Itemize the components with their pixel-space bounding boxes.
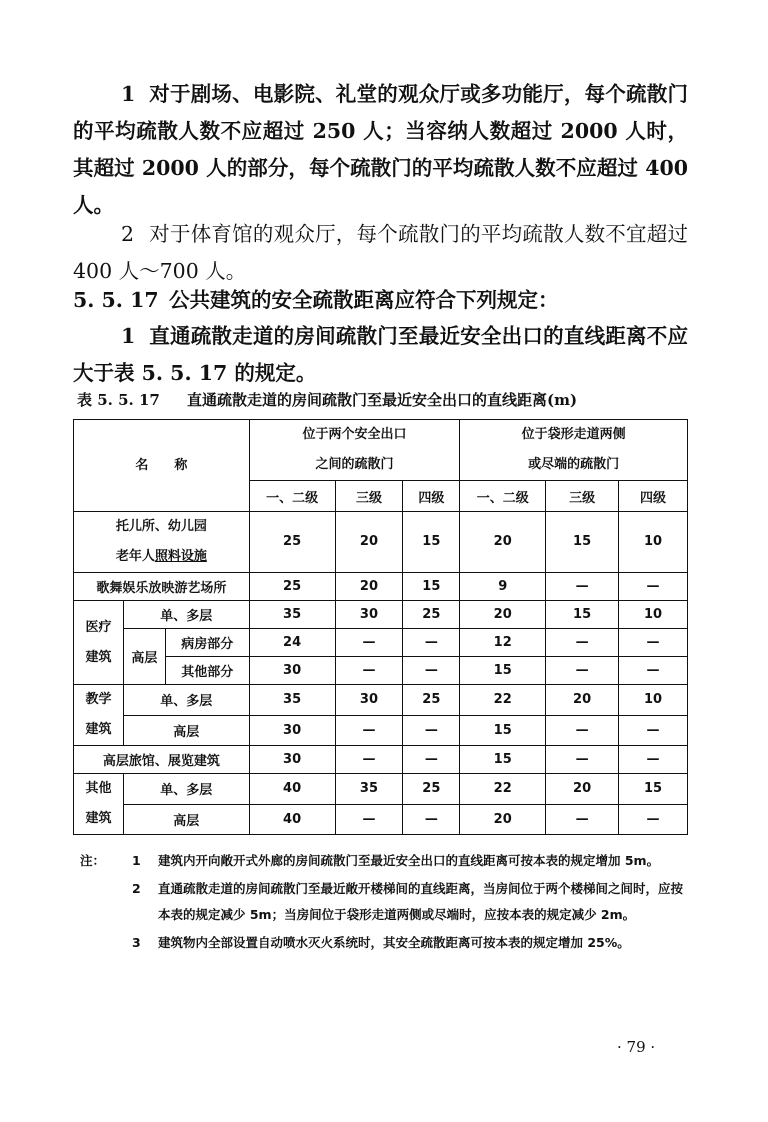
value-cell: 9 <box>460 573 546 601</box>
grade-header: 四级 <box>403 481 460 512</box>
row-label-hotel: 高层旅馆、展览建筑 <box>74 746 250 774</box>
clause-number: 5. 5. 17 <box>73 288 159 312</box>
value-cell: — <box>335 629 403 657</box>
value-cell: 22 <box>460 685 546 716</box>
value-cell: 30 <box>335 685 403 716</box>
value-cell: — <box>403 715 460 746</box>
value-cell: 10 <box>619 601 688 629</box>
row-label-other-part: 其他部分 <box>165 657 249 685</box>
paragraph-text: 对于体育馆的观众厅，每个疏散门的平均疏散人数不宜超过 400 人～700 人。 <box>73 222 688 283</box>
row-label-single-multi: 单、多层 <box>123 685 249 716</box>
value-cell: 25 <box>249 512 335 573</box>
table-row <box>74 715 688 746</box>
grade-header: 三级 <box>546 481 619 512</box>
value-cell: — <box>619 657 688 685</box>
value-cell: 35 <box>249 685 335 716</box>
value-cell: — <box>619 804 688 835</box>
header-group-dead-end <box>460 420 688 481</box>
category-line1: 其他 <box>85 781 112 796</box>
value-cell: 20 <box>460 512 546 573</box>
value-cell: — <box>546 715 619 746</box>
table-header-row <box>74 420 688 481</box>
grade-header: 一、二级 <box>249 481 335 512</box>
row-label-part: 老年人 <box>115 549 155 564</box>
value-cell: 20 <box>460 804 546 835</box>
table-row <box>74 804 688 835</box>
value-cell: — <box>619 629 688 657</box>
item-number: 2 <box>121 222 135 246</box>
value-cell: — <box>619 715 688 746</box>
paragraph-theater-evacuation <box>73 76 688 224</box>
value-cell: 20 <box>546 774 619 805</box>
value-cell: 30 <box>249 746 335 774</box>
value-cell: — <box>546 746 619 774</box>
category-other <box>74 774 124 835</box>
paragraph-gymnasium-evacuation <box>73 216 688 290</box>
category-line2: 建筑 <box>85 811 112 826</box>
paragraph-text: 直通疏散走道的房间疏散门至最近安全出口的直线距离不应大于表 5. 5. 17 的规定。 <box>73 324 688 385</box>
row-label-highrise: 高层 <box>123 629 165 685</box>
row-label-single-multi: 单、多层 <box>123 774 249 805</box>
table-row <box>74 601 688 629</box>
value-cell: 24 <box>249 629 335 657</box>
value-cell: 10 <box>619 512 688 573</box>
value-cell: — <box>546 573 619 601</box>
header-group1-line1: 位于两个安全出口 <box>302 427 407 442</box>
item-number: 1 <box>121 324 136 348</box>
grade-header: 四级 <box>619 481 688 512</box>
clause-heading <box>73 282 688 319</box>
value-cell: 15 <box>460 715 546 746</box>
table-notes <box>80 848 688 956</box>
row-label-underlined: 照料设施 <box>154 549 207 564</box>
value-cell: 25 <box>403 685 460 716</box>
table-row <box>74 774 688 805</box>
note-number: 3 <box>132 935 141 950</box>
value-cell: 15 <box>619 774 688 805</box>
value-cell: 25 <box>403 774 460 805</box>
value-cell: — <box>403 804 460 835</box>
value-cell: — <box>619 746 688 774</box>
item-number: 1 <box>121 82 136 106</box>
row-label-entertainment: 歌舞娱乐放映游艺场所 <box>74 573 250 601</box>
value-cell: 10 <box>619 685 688 716</box>
note-text: 直通疏散走道的房间疏散门至最近敞开楼梯间的直线距离，当房间位于两个楼梯间之间时，应按本表的规定减少 5m；当房间位于袋形走道两侧或尽端时，应按本表的规定减少 2m。 <box>158 881 684 922</box>
value-cell: 25 <box>249 573 335 601</box>
note-text: 建筑内开向敞开式外廊的房间疏散门至最近安全出口的直线距离可按本表的规定增加 5m。 <box>158 853 660 868</box>
value-cell: 15 <box>546 512 619 573</box>
table-title: 直通疏散走道的房间疏散门至最近安全出口的直线距离(m) <box>187 391 578 409</box>
evacuation-distance-table <box>73 419 688 835</box>
value-cell: — <box>403 657 460 685</box>
value-cell: 40 <box>249 804 335 835</box>
row-label-highrise: 高层 <box>123 804 249 835</box>
header-group2-line2: 或尽端的疏散门 <box>528 457 620 472</box>
value-cell: 20 <box>335 573 403 601</box>
clause-text: 公共建筑的安全疏散距离应符合下列规定： <box>169 288 559 312</box>
header-name: 名 称 <box>135 457 188 473</box>
row-label-nursery <box>74 512 250 573</box>
value-cell: 35 <box>249 601 335 629</box>
value-cell: 40 <box>249 774 335 805</box>
value-cell: 15 <box>460 657 546 685</box>
page-number: · 79 · <box>617 1038 656 1056</box>
paragraph-direct-corridor <box>73 318 688 392</box>
value-cell: 30 <box>249 657 335 685</box>
value-cell: 35 <box>335 774 403 805</box>
category-line2: 建筑 <box>85 649 112 665</box>
value-cell: 20 <box>335 512 403 573</box>
value-cell: — <box>403 746 460 774</box>
value-cell: 30 <box>249 715 335 746</box>
table-row <box>74 573 688 601</box>
value-cell: — <box>403 629 460 657</box>
table-row <box>74 685 688 716</box>
table-number: 表 5. 5. 17 <box>77 391 160 409</box>
value-cell: 15 <box>546 601 619 629</box>
value-cell: — <box>546 657 619 685</box>
category-medical <box>74 601 124 685</box>
value-cell: — <box>335 657 403 685</box>
table-row <box>74 657 688 685</box>
value-cell: 12 <box>460 629 546 657</box>
note-item <box>80 930 688 956</box>
row-label-line2 <box>74 542 249 572</box>
note-label: 注： <box>80 853 106 868</box>
category-line1: 医疗 <box>85 619 112 635</box>
value-cell: — <box>335 746 403 774</box>
table-row <box>74 746 688 774</box>
value-cell: 22 <box>460 774 546 805</box>
value-cell: — <box>335 804 403 835</box>
value-cell: — <box>546 804 619 835</box>
value-cell: 15 <box>403 512 460 573</box>
category-line2: 建筑 <box>85 722 112 737</box>
paragraph-text: 对于剧场、电影院、礼堂的观众厅或多功能厅，每个疏散门的平均疏散人数不应超过 250 人；当容纳人数超过 2000 人时，其超过 2000 人的部分，每个疏散门的平均疏散人数不应超过 400 人。 <box>73 82 688 217</box>
table-row <box>74 512 688 573</box>
value-cell: — <box>619 573 688 601</box>
note-number: 2 <box>132 881 141 896</box>
value-cell: — <box>335 715 403 746</box>
note-item <box>80 848 688 874</box>
table-row <box>74 629 688 657</box>
note-item <box>80 876 688 928</box>
grade-header: 一、二级 <box>460 481 546 512</box>
value-cell: — <box>546 629 619 657</box>
category-line1: 教学 <box>85 692 112 707</box>
note-number: 1 <box>132 853 141 868</box>
row-label-ward: 病房部分 <box>165 629 249 657</box>
value-cell: 25 <box>403 601 460 629</box>
value-cell: 15 <box>460 746 546 774</box>
header-name-cell <box>74 420 250 512</box>
row-label-highrise: 高层 <box>123 715 249 746</box>
value-cell: 30 <box>335 601 403 629</box>
header-group1-line2: 之间的疏散门 <box>315 457 394 472</box>
table-caption <box>77 390 692 410</box>
row-label-single-multi: 单、多层 <box>123 601 249 629</box>
note-text: 建筑物内全部设置自动喷水灭火系统时，其安全疏散距离可按本表的规定增加 25%。 <box>158 935 630 950</box>
value-cell: 20 <box>546 685 619 716</box>
row-label-line1: 托儿所、幼儿园 <box>115 519 207 534</box>
header-group2-line1: 位于袋形走道两侧 <box>521 427 626 442</box>
category-teaching <box>74 685 124 746</box>
value-cell: 20 <box>460 601 546 629</box>
header-group-between-exits <box>249 420 460 481</box>
grade-header: 三级 <box>335 481 403 512</box>
value-cell: 15 <box>403 573 460 601</box>
